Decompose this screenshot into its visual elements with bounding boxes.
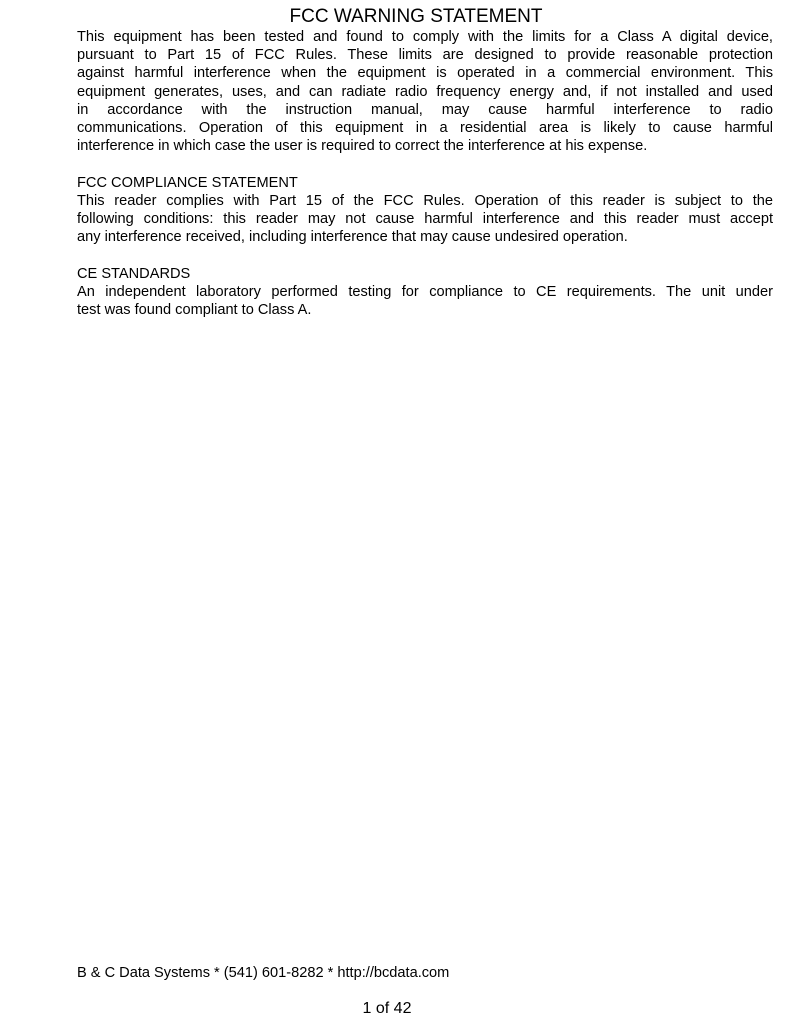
paragraph-line: interference in which case the user is required to correct the interference at his expense. — [77, 138, 648, 155]
page-number: 1 of 42 — [362, 1000, 412, 1017]
section-heading: FCC COMPLIANCE STATEMENT — [77, 174, 298, 191]
fcc-compliance-section — [77, 174, 773, 247]
document-body — [77, 28, 773, 319]
paragraph-line: This equipment has been tested and found to comply with the limits for a Class A digital device, — [77, 29, 773, 45]
paragraph-line: pursuant to Part 15 of FCC Rules. These limits are designed to provide reasonable protection — [77, 47, 773, 64]
paragraph-line: in accordance with the instruction manual, may cause harmful interference to radio — [77, 101, 773, 118]
paragraph-line: An independent laboratory performed testing for compliance to CE requirements. The unit under — [77, 283, 773, 300]
section-heading: CE STANDARDS — [77, 265, 191, 282]
paragraph-line: communications. Operation of this equipment in a residential area is likely to cause harmful — [77, 120, 773, 137]
paragraph-line: against harmful interference when the equipment is operated in a commercial environment. This — [77, 65, 773, 82]
paragraph-line: any interference received, including interference that may cause undesired operation. — [77, 229, 628, 246]
paragraph-line: equipment generates, uses, and can radiate radio frequency energy and, if not installed and used — [77, 83, 773, 100]
page-title: FCC WARNING STATEMENT — [289, 6, 543, 27]
ce-standards-section — [77, 265, 773, 320]
paragraph-line: test was found compliant to Class A. — [77, 302, 312, 319]
page-footer: B & C Data Systems * (541) 601-8282 * http://bcdata.com — [77, 965, 450, 981]
paragraph-line: This reader complies with Part 15 of the FCC Rules. Operation of this reader is subject to the — [77, 192, 773, 209]
fcc-warning-section — [77, 28, 773, 155]
paragraph-line: following conditions: this reader may not cause harmful interference and this reader must accept — [77, 211, 773, 228]
